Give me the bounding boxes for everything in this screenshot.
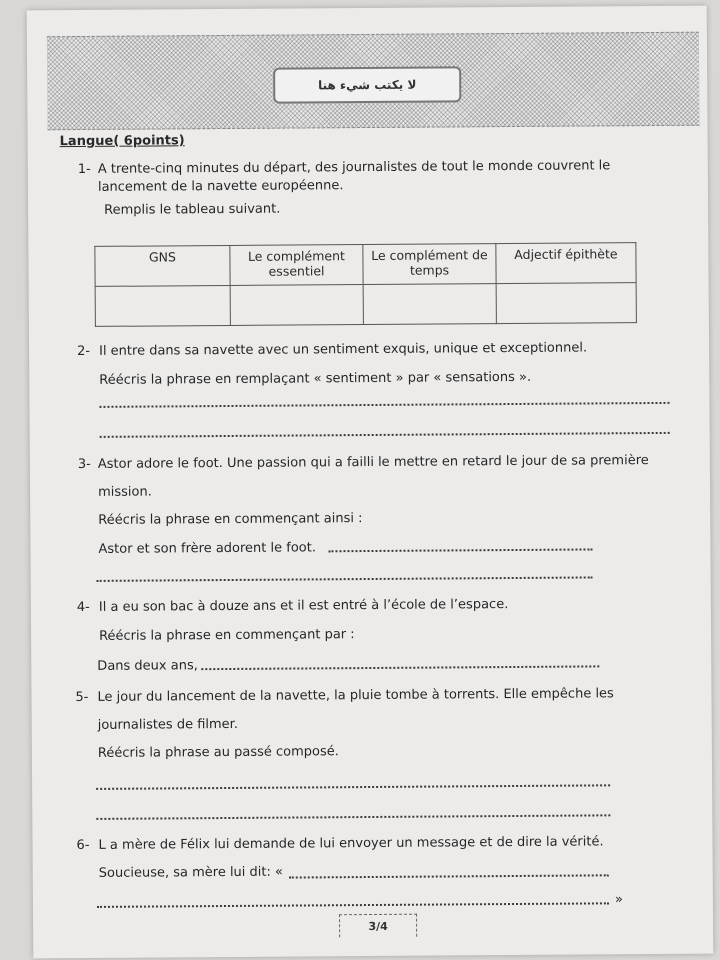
q4-instruction: Réécris la phrase en commençant par :: [99, 627, 355, 644]
q4-start: Dans deux ans,: [97, 658, 198, 674]
q5-instruction: Réécris la phrase au passé composé.: [97, 744, 339, 761]
header-band: [47, 32, 700, 131]
table-header-adjectif: Adjectif épithète: [496, 243, 636, 284]
q4-answer-line[interactable]: [201, 665, 599, 670]
q5-answer-line-1[interactable]: [96, 784, 610, 790]
q2-number: 2-: [77, 343, 91, 360]
table-header-row: [95, 243, 636, 287]
q1-number: 1-: [77, 161, 91, 178]
table-header-complement-temps: Le complément de temps: [363, 244, 496, 285]
q1-instruction: Remplis le tableau suivant.: [104, 201, 281, 218]
q1-line2: lancement de la navette européenne.: [97, 178, 344, 195]
q2-instruction: Réécris la phrase en remplaçant « sentiment » par « sensations ».: [99, 369, 532, 388]
table-header-gns: GNS: [95, 245, 230, 286]
q3-line2: mission.: [98, 484, 152, 500]
q6-number: 6-: [76, 837, 90, 854]
q2-answer-line-2[interactable]: [100, 432, 670, 438]
q6-line1: L a mère de Félix lui demande de lui envoyer un message et de dire la vérité.: [98, 834, 604, 853]
page-number: 3/4: [339, 914, 417, 938]
q3-start: Astor et son frère adorent le foot.: [98, 540, 317, 557]
table-answer-row: [95, 283, 636, 327]
q4-number: 4-: [76, 599, 90, 616]
q5-line1: Le jour du lancement de la navette, la pluie tombe à torrents. Elle empêche les: [97, 686, 614, 705]
q6-answer-line-1[interactable]: [289, 874, 609, 878]
q3-answer-line-2[interactable]: [97, 576, 593, 581]
no-write-box: لا يكتب شيء هنا: [273, 66, 461, 103]
table-header-complement-essentiel: Le complément essentiel: [230, 245, 363, 286]
q5-answer-line-2[interactable]: [96, 814, 610, 820]
q3-answer-line-1[interactable]: [328, 548, 592, 552]
q6-closing-quote: »: [614, 892, 623, 908]
q3-line1: Astor adore le foot. Une passion qui a failli le mettre en retard le jour de sa première: [97, 453, 649, 472]
table-cell-gns[interactable]: [95, 285, 230, 326]
q6-start: Soucieuse, sa mère lui dit: «: [98, 864, 284, 881]
table-cell-adjectif[interactable]: [496, 283, 636, 324]
exam-sheet: [27, 6, 714, 959]
q5-line2: journalistes de filmer.: [97, 716, 239, 733]
table-cell-complement-temps[interactable]: [363, 284, 496, 325]
section-title: Langue( 6points): [59, 133, 185, 150]
q2-line1: Il entre dans sa navette avec un sentiment exquis, unique et exceptionnel.: [99, 340, 588, 359]
q6-answer-line-2[interactable]: [97, 902, 609, 908]
q2-answer-line-1[interactable]: [99, 402, 669, 408]
q3-instruction: Réécris la phrase en commençant ainsi :: [98, 511, 363, 528]
q5-number: 5-: [75, 689, 89, 706]
q3-number: 3-: [77, 456, 91, 473]
table-cell-complement-essentiel[interactable]: [230, 285, 363, 326]
q1-table: [94, 242, 637, 327]
q4-line1: Il a eu son bac à douze ans et il est entré à l’école de l’espace.: [98, 597, 509, 615]
q1-line1: A trente-cinq minutes du départ, des journalistes de tout le monde couvrent le: [97, 158, 611, 177]
